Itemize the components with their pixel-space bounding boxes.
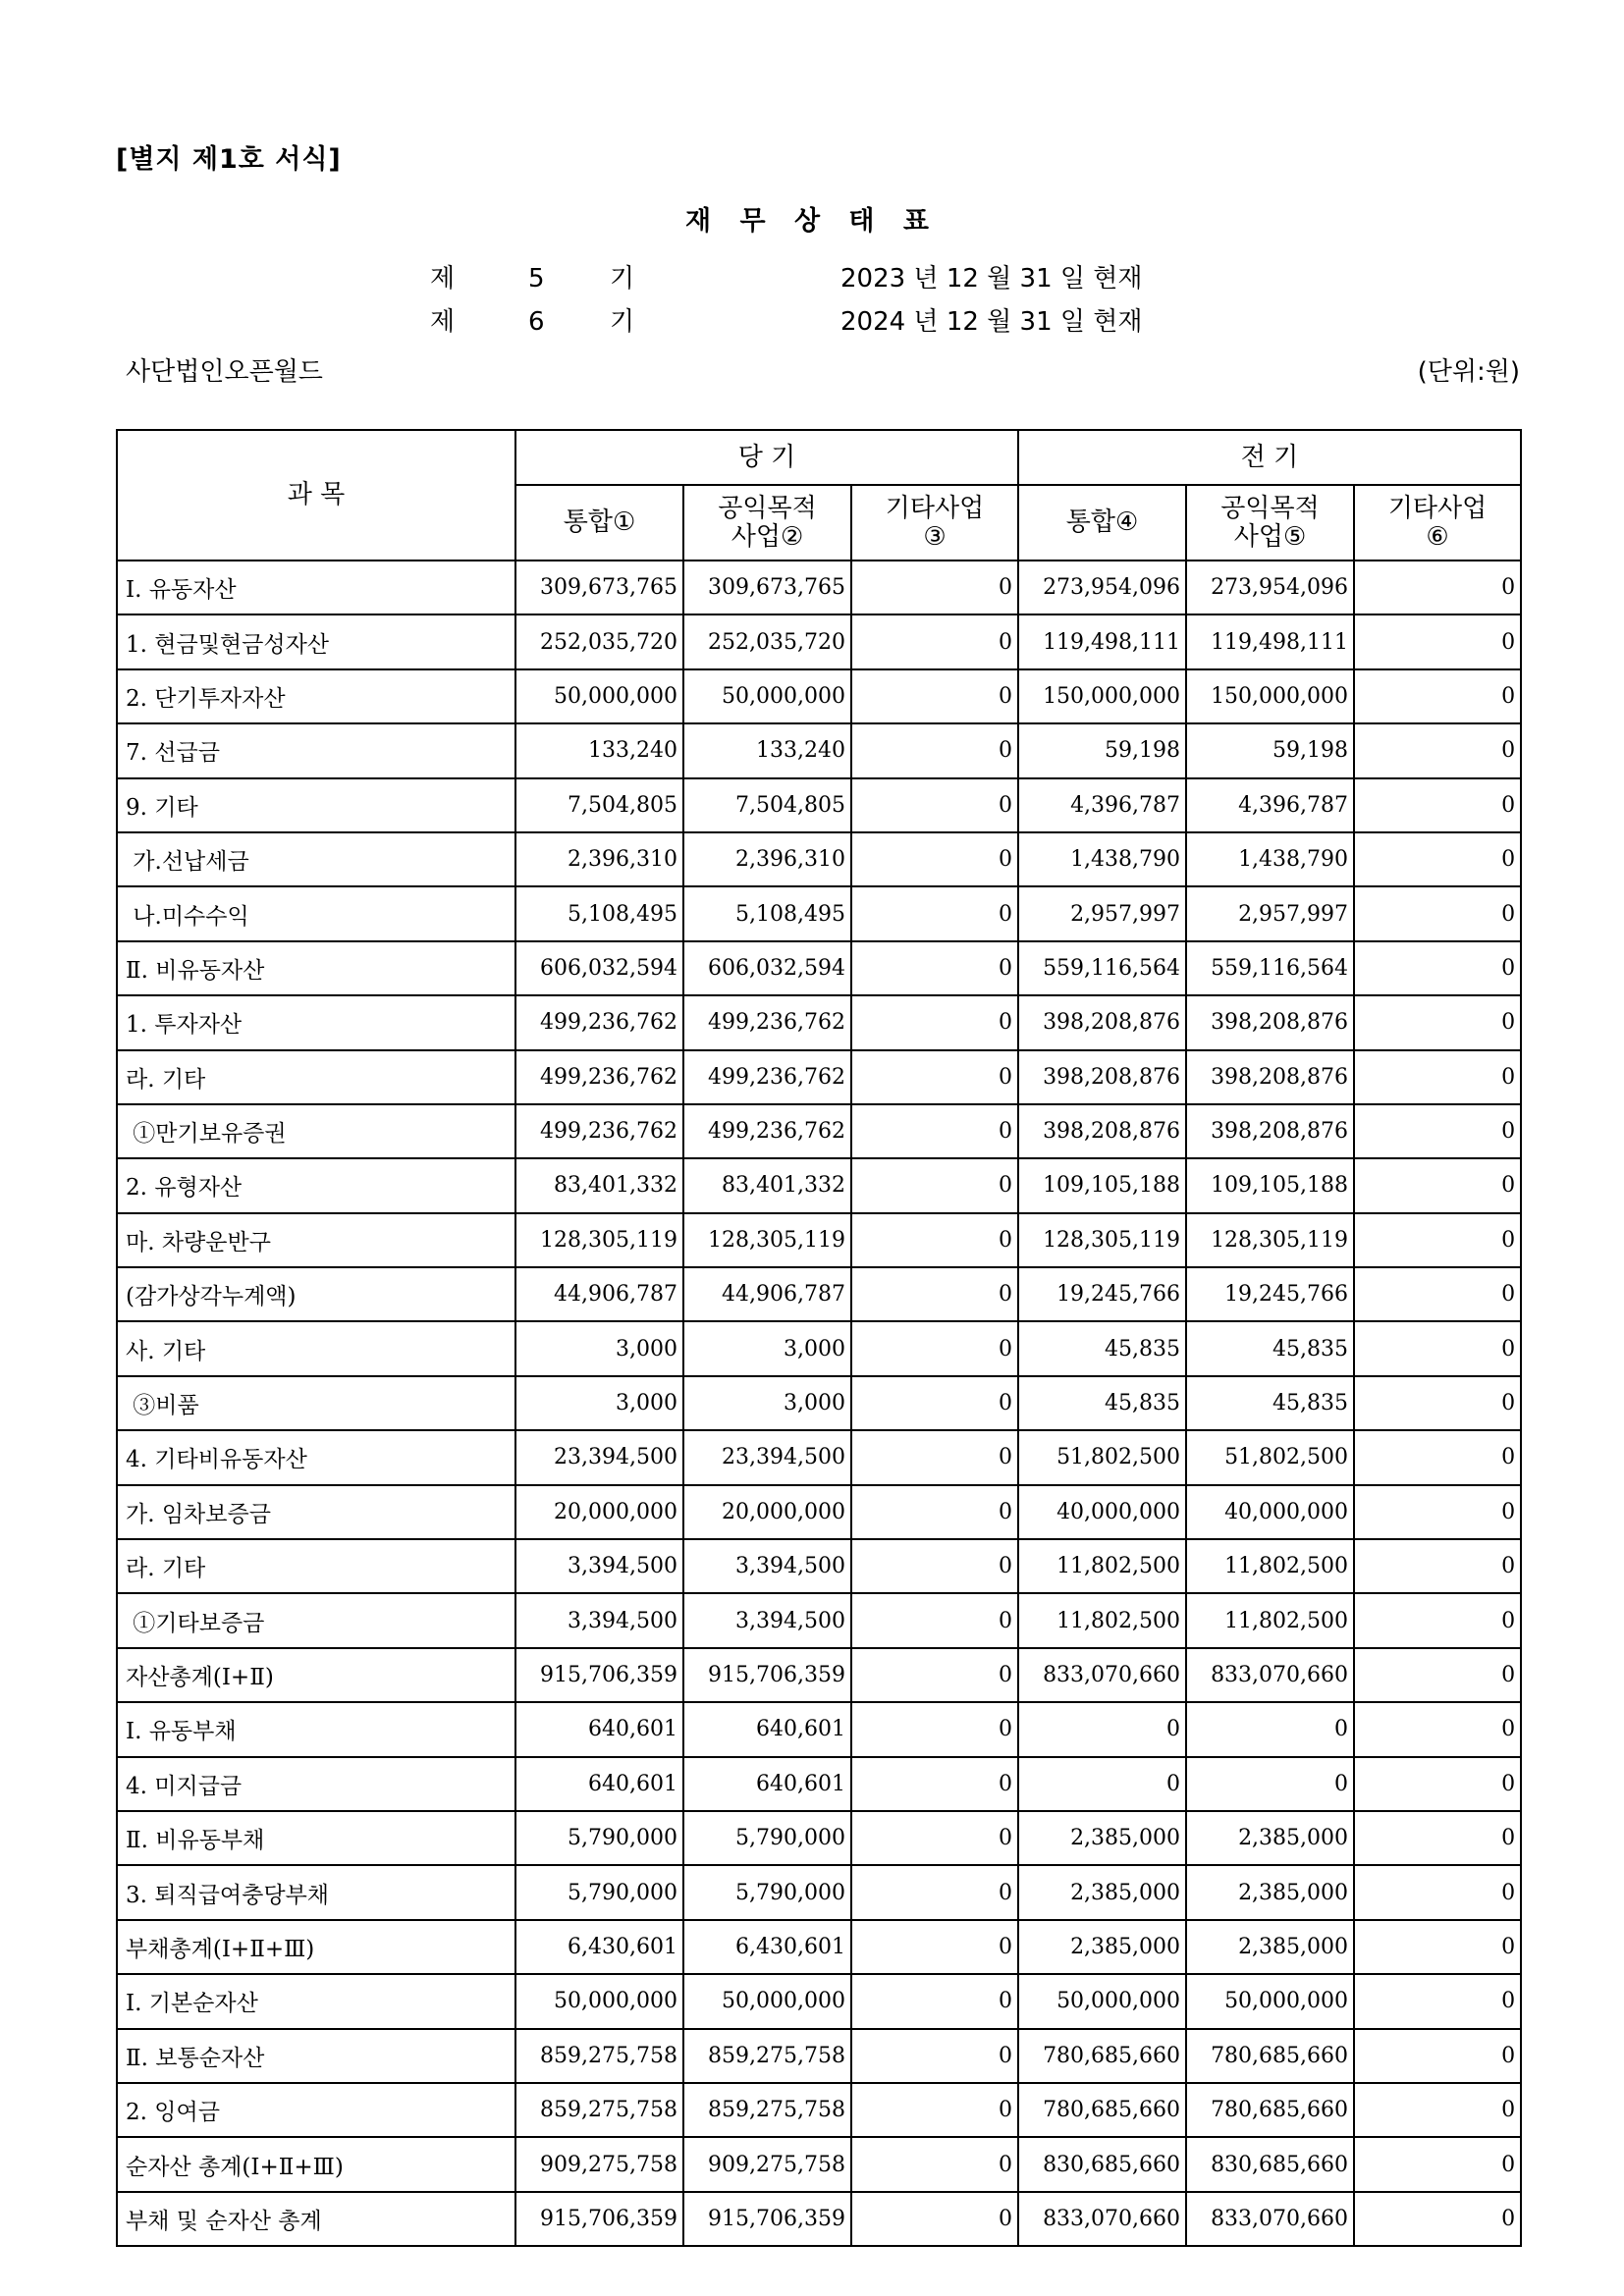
amount-cell: 915,706,359 [683, 2192, 851, 2246]
period-prefix: 제 [430, 307, 456, 337]
amount-cell: 0 [1354, 561, 1521, 614]
amount-cell: 0 [1354, 1702, 1521, 1756]
amount-cell: 499,236,762 [683, 1050, 851, 1104]
balance-sheet-table [116, 429, 1522, 2247]
amount-cell: 830,685,660 [1018, 2137, 1186, 2191]
amount-cell: 45,835 [1018, 1376, 1186, 1430]
row-label: Ⅱ. 비유동자산 [117, 941, 515, 995]
amount-cell: 309,673,765 [515, 561, 683, 614]
amount-cell: 606,032,594 [683, 941, 851, 995]
amount-cell: 0 [851, 832, 1018, 886]
amount-cell: 499,236,762 [515, 1104, 683, 1158]
amount-cell: 3,000 [515, 1321, 683, 1375]
amount-cell: 0 [1354, 1811, 1521, 1865]
amount-cell: 83,401,332 [515, 1158, 683, 1212]
amount-cell: 398,208,876 [1018, 995, 1186, 1049]
amount-cell: 0 [851, 1430, 1018, 1484]
table-row [117, 1757, 1521, 1811]
amount-cell: 859,275,758 [515, 2029, 683, 2083]
table-row [117, 614, 1521, 668]
amount-cell: 833,070,660 [1186, 1648, 1354, 1702]
amount-cell: 11,802,500 [1186, 1593, 1354, 1647]
amount-cell: 11,802,500 [1018, 1593, 1186, 1647]
table-row [117, 1158, 1521, 1212]
table-row [117, 2137, 1521, 2191]
row-label: 나.미수수익 [117, 886, 515, 940]
amount-cell: 59,198 [1018, 723, 1186, 777]
amount-cell: 0 [851, 561, 1018, 614]
amount-cell: 915,706,359 [683, 1648, 851, 1702]
table-row [117, 832, 1521, 886]
amount-cell: 2,385,000 [1186, 1865, 1354, 1919]
amount-cell: 0 [851, 1050, 1018, 1104]
amount-cell: 273,954,096 [1186, 561, 1354, 614]
amount-cell: 606,032,594 [515, 941, 683, 995]
row-label: (감가상각누계액) [117, 1267, 515, 1321]
column-header-line: 사업⑤ [1233, 521, 1307, 552]
amount-cell: 0 [1354, 1648, 1521, 1702]
amount-cell: 2,385,000 [1018, 1920, 1186, 1974]
amount-cell: 833,070,660 [1186, 2192, 1354, 2246]
amount-cell: 0 [1354, 778, 1521, 832]
amount-cell: 0 [851, 723, 1018, 777]
amount-cell: 44,906,787 [515, 1267, 683, 1321]
table-row [117, 561, 1521, 614]
column-header-line: 기타사업 [1387, 493, 1488, 523]
period-suffix: 기 [610, 264, 635, 294]
amount-cell: 0 [851, 778, 1018, 832]
amount-cell: 4,396,787 [1186, 778, 1354, 832]
amount-cell: 1,438,790 [1018, 832, 1186, 886]
row-label: 2. 유형자산 [117, 1158, 515, 1212]
period-date: 2023 년 12 월 31 일 현재 [840, 264, 1143, 294]
amount-cell: 59,198 [1186, 723, 1354, 777]
amount-cell: 0 [851, 1158, 1018, 1212]
table-row [117, 1702, 1521, 1756]
amount-cell: 5,790,000 [515, 1865, 683, 1919]
amount-cell: 0 [851, 995, 1018, 1049]
amount-cell: 252,035,720 [515, 614, 683, 668]
row-label: 1. 투자자산 [117, 995, 515, 1049]
column-header [683, 485, 851, 561]
amount-cell: 119,498,111 [1018, 614, 1186, 668]
amount-cell: 0 [851, 614, 1018, 668]
amount-cell: 0 [1354, 1920, 1521, 1974]
column-header-line: 사업② [731, 521, 804, 552]
table-row [117, 1267, 1521, 1321]
amount-cell: 133,240 [515, 723, 683, 777]
amount-cell: 11,802,500 [1018, 1539, 1186, 1593]
amount-cell: 50,000,000 [515, 1974, 683, 2028]
amount-cell: 0 [1354, 1213, 1521, 1267]
amount-cell: 0 [1354, 1485, 1521, 1539]
amount-cell: 19,245,766 [1186, 1267, 1354, 1321]
amount-cell: 5,790,000 [515, 1811, 683, 1865]
amount-cell: 909,275,758 [515, 2137, 683, 2191]
row-label: 가. 임차보증금 [117, 1485, 515, 1539]
amount-cell: 398,208,876 [1018, 1050, 1186, 1104]
amount-cell: 0 [1354, 832, 1521, 886]
table-row [117, 1920, 1521, 1974]
amount-cell: 3,394,500 [515, 1539, 683, 1593]
amount-cell: 833,070,660 [1018, 2192, 1186, 2246]
amount-cell: 0 [851, 1593, 1018, 1647]
amount-cell: 780,685,660 [1186, 2083, 1354, 2137]
row-label: 4. 기타비유동자산 [117, 1430, 515, 1484]
amount-cell: 0 [1354, 1974, 1521, 2028]
amount-cell: 398,208,876 [1186, 995, 1354, 1049]
amount-cell: 45,835 [1018, 1321, 1186, 1375]
amount-cell: 50,000,000 [683, 1974, 851, 2028]
table-row [117, 1593, 1521, 1647]
period-number: 5 [528, 264, 545, 294]
amount-cell: 50,000,000 [515, 669, 683, 723]
amount-cell: 0 [1018, 1757, 1186, 1811]
amount-cell: 0 [1354, 995, 1521, 1049]
amount-cell: 3,394,500 [683, 1539, 851, 1593]
amount-cell: 50,000,000 [1018, 1974, 1186, 2028]
column-header-line: 기타사업 [885, 493, 985, 523]
table-row [117, 2029, 1521, 2083]
amount-cell: 3,394,500 [515, 1593, 683, 1647]
amount-cell: 128,305,119 [515, 1213, 683, 1267]
amount-cell: 5,790,000 [683, 1865, 851, 1919]
row-label: 가.선납세금 [117, 832, 515, 886]
amount-cell: 3,394,500 [683, 1593, 851, 1647]
amount-cell: 2,385,000 [1018, 1865, 1186, 1919]
form-label: [별지 제1호 서식] [116, 144, 342, 175]
amount-cell: 0 [851, 886, 1018, 940]
table-row [117, 1376, 1521, 1430]
amount-cell: 40,000,000 [1186, 1485, 1354, 1539]
period-number: 6 [528, 307, 545, 337]
table-row [117, 886, 1521, 940]
amount-cell: 0 [851, 2137, 1018, 2191]
amount-cell: 499,236,762 [683, 995, 851, 1049]
amount-cell: 150,000,000 [1186, 669, 1354, 723]
amount-cell: 0 [1354, 2083, 1521, 2137]
amount-cell: 2,396,310 [515, 832, 683, 886]
column-header-line: 통합① [563, 507, 636, 537]
subject-header: 과 목 [117, 430, 515, 561]
amount-cell: 780,685,660 [1186, 2029, 1354, 2083]
row-label: 라. 기타 [117, 1050, 515, 1104]
amount-cell: 0 [1354, 886, 1521, 940]
amount-cell: 11,802,500 [1186, 1539, 1354, 1593]
amount-cell: 2,385,000 [1186, 1920, 1354, 1974]
company-name: 사단법인오픈월드 [126, 357, 323, 387]
amount-cell: 559,116,564 [1018, 941, 1186, 995]
period-prefix: 제 [430, 264, 456, 294]
table-row [117, 1865, 1521, 1919]
table-row [117, 1050, 1521, 1104]
amount-cell: 0 [1186, 1702, 1354, 1756]
amount-cell: 83,401,332 [683, 1158, 851, 1212]
amount-cell: 0 [1354, 1593, 1521, 1647]
amount-cell: 6,430,601 [515, 1920, 683, 1974]
table-row [117, 1430, 1521, 1484]
amount-cell: 0 [1354, 2192, 1521, 2246]
amount-cell: 128,305,119 [683, 1213, 851, 1267]
amount-cell: 0 [851, 1648, 1018, 1702]
amount-cell: 0 [851, 1485, 1018, 1539]
column-header [515, 485, 683, 561]
amount-cell: 45,835 [1186, 1376, 1354, 1430]
amount-cell: 50,000,000 [683, 669, 851, 723]
amount-cell: 273,954,096 [1018, 561, 1186, 614]
amount-cell: 0 [851, 1811, 1018, 1865]
row-label: Ⅱ. 비유동부채 [117, 1811, 515, 1865]
amount-cell: 0 [1354, 1050, 1521, 1104]
amount-cell: 0 [1354, 1158, 1521, 1212]
row-label: 사. 기타 [117, 1321, 515, 1375]
amount-cell: 559,116,564 [1186, 941, 1354, 995]
amount-cell: 499,236,762 [683, 1104, 851, 1158]
period-date: 2024 년 12 월 31 일 현재 [840, 307, 1143, 337]
amount-cell: 0 [1354, 1757, 1521, 1811]
amount-cell: 0 [1354, 1376, 1521, 1430]
amount-cell: 3,000 [683, 1376, 851, 1430]
group-header-current: 당 기 [515, 430, 1018, 485]
amount-cell: 0 [851, 1376, 1018, 1430]
amount-cell: 128,305,119 [1186, 1213, 1354, 1267]
amount-cell: 40,000,000 [1018, 1485, 1186, 1539]
column-header [1354, 485, 1521, 561]
row-label: 자산총계(Ⅰ+Ⅱ) [117, 1648, 515, 1702]
amount-cell: 780,685,660 [1018, 2083, 1186, 2137]
amount-cell: 23,394,500 [515, 1430, 683, 1484]
table-row [117, 1539, 1521, 1593]
amount-cell: 150,000,000 [1018, 669, 1186, 723]
row-label: 4. 미지급금 [117, 1757, 515, 1811]
row-label: Ⅰ. 기본순자산 [117, 1974, 515, 2028]
row-label: 2. 잉여금 [117, 2083, 515, 2137]
amount-cell: 499,236,762 [515, 1050, 683, 1104]
amount-cell: 19,245,766 [1018, 1267, 1186, 1321]
amount-cell: 5,108,495 [515, 886, 683, 940]
column-header [1018, 485, 1186, 561]
amount-cell: 4,396,787 [1018, 778, 1186, 832]
column-header-line: 공익목적 [718, 493, 817, 523]
amount-cell: 5,790,000 [683, 1811, 851, 1865]
group-header-previous: 전 기 [1018, 430, 1521, 485]
amount-cell: 119,498,111 [1186, 614, 1354, 668]
amount-cell: 2,957,997 [1186, 886, 1354, 940]
amount-cell: 833,070,660 [1018, 1648, 1186, 1702]
table-row [117, 1321, 1521, 1375]
amount-cell: 915,706,359 [515, 2192, 683, 2246]
row-label: Ⅰ. 유동자산 [117, 561, 515, 614]
amount-cell: 859,275,758 [683, 2083, 851, 2137]
column-header-line: 통합④ [1065, 507, 1139, 537]
amount-cell: 7,504,805 [683, 778, 851, 832]
table-row [117, 1811, 1521, 1865]
column-header-line: 공익목적 [1220, 493, 1320, 523]
row-label: ①기타보증금 [117, 1593, 515, 1647]
row-label: 순자산 총계(Ⅰ+Ⅱ+Ⅲ) [117, 2137, 515, 2191]
amount-cell: 133,240 [683, 723, 851, 777]
row-label: 7. 선급금 [117, 723, 515, 777]
column-header [851, 485, 1018, 561]
amount-cell: 0 [851, 1213, 1018, 1267]
amount-cell: 0 [1354, 1865, 1521, 1919]
row-label: ③비품 [117, 1376, 515, 1430]
amount-cell: 0 [1354, 669, 1521, 723]
table-row [117, 995, 1521, 1049]
table-row [117, 1213, 1521, 1267]
amount-cell: 0 [1354, 723, 1521, 777]
table-row [117, 2083, 1521, 2137]
column-header [1186, 485, 1354, 561]
amount-cell: 128,305,119 [1018, 1213, 1186, 1267]
amount-cell: 0 [1354, 1539, 1521, 1593]
amount-cell: 50,000,000 [1186, 1974, 1354, 2028]
row-label: 3. 퇴직급여충당부채 [117, 1865, 515, 1919]
column-header-line: ③ [923, 521, 947, 552]
amount-cell: 5,108,495 [683, 886, 851, 940]
table-row [117, 778, 1521, 832]
amount-cell: 3,000 [683, 1321, 851, 1375]
amount-cell: 640,601 [515, 1757, 683, 1811]
amount-cell: 859,275,758 [683, 2029, 851, 2083]
amount-cell: 0 [851, 1539, 1018, 1593]
amount-cell: 6,430,601 [683, 1920, 851, 1974]
amount-cell: 640,601 [683, 1757, 851, 1811]
amount-cell: 0 [1354, 2137, 1521, 2191]
row-label: 1. 현금및현금성자산 [117, 614, 515, 668]
amount-cell: 0 [1354, 1104, 1521, 1158]
amount-cell: 0 [851, 2029, 1018, 2083]
table-row [117, 1974, 1521, 2028]
amount-cell: 0 [1354, 1430, 1521, 1484]
amount-cell: 0 [851, 1321, 1018, 1375]
amount-cell: 0 [851, 1267, 1018, 1321]
amount-cell: 2,385,000 [1186, 1811, 1354, 1865]
document-title: 재 무 상 태 표 [684, 206, 939, 237]
amount-cell: 7,504,805 [515, 778, 683, 832]
amount-cell: 0 [1186, 1757, 1354, 1811]
amount-cell: 0 [1018, 1702, 1186, 1756]
row-label: 라. 기타 [117, 1539, 515, 1593]
amount-cell: 0 [1354, 941, 1521, 995]
row-label: 부채총계(Ⅰ+Ⅱ+Ⅲ) [117, 1920, 515, 1974]
amount-cell: 44,906,787 [683, 1267, 851, 1321]
amount-cell: 780,685,660 [1018, 2029, 1186, 2083]
amount-cell: 3,000 [515, 1376, 683, 1430]
amount-cell: 830,685,660 [1186, 2137, 1354, 2191]
table-row [117, 2192, 1521, 2246]
amount-cell: 0 [851, 1974, 1018, 2028]
table-row [117, 669, 1521, 723]
row-label: 부채 및 순자산 총계 [117, 2192, 515, 2246]
amount-cell: 640,601 [515, 1702, 683, 1756]
row-label: 2. 단기투자자산 [117, 669, 515, 723]
amount-cell: 51,802,500 [1018, 1430, 1186, 1484]
amount-cell: 499,236,762 [515, 995, 683, 1049]
amount-cell: 915,706,359 [515, 1648, 683, 1702]
amount-cell: 0 [851, 941, 1018, 995]
amount-cell: 20,000,000 [683, 1485, 851, 1539]
row-label: ①만기보유증권 [117, 1104, 515, 1158]
table-row [117, 1485, 1521, 1539]
amount-cell: 909,275,758 [683, 2137, 851, 2191]
amount-cell: 2,396,310 [683, 832, 851, 886]
amount-cell: 0 [851, 2192, 1018, 2246]
amount-cell: 109,105,188 [1186, 1158, 1354, 1212]
amount-cell: 0 [851, 2083, 1018, 2137]
amount-cell: 252,035,720 [683, 614, 851, 668]
amount-cell: 2,385,000 [1018, 1811, 1186, 1865]
amount-cell: 1,438,790 [1186, 832, 1354, 886]
amount-cell: 859,275,758 [515, 2083, 683, 2137]
amount-cell: 0 [851, 1920, 1018, 1974]
amount-cell: 398,208,876 [1186, 1104, 1354, 1158]
amount-cell: 309,673,765 [683, 561, 851, 614]
row-label: 마. 차량운반구 [117, 1213, 515, 1267]
row-label: Ⅰ. 유동부채 [117, 1702, 515, 1756]
row-label: 9. 기타 [117, 778, 515, 832]
amount-cell: 0 [1354, 1267, 1521, 1321]
amount-cell: 51,802,500 [1186, 1430, 1354, 1484]
period-suffix: 기 [610, 307, 635, 337]
table-row [117, 1648, 1521, 1702]
amount-cell: 23,394,500 [683, 1430, 851, 1484]
amount-cell: 398,208,876 [1018, 1104, 1186, 1158]
unit-label: (단위:원) [1417, 357, 1520, 387]
column-header-line: ⑥ [1426, 521, 1449, 552]
amount-cell: 20,000,000 [515, 1485, 683, 1539]
row-label: Ⅱ. 보통순자산 [117, 2029, 515, 2083]
amount-cell: 0 [851, 1865, 1018, 1919]
table-row [117, 1104, 1521, 1158]
amount-cell: 0 [851, 669, 1018, 723]
amount-cell: 109,105,188 [1018, 1158, 1186, 1212]
amount-cell: 2,957,997 [1018, 886, 1186, 940]
amount-cell: 0 [1354, 614, 1521, 668]
amount-cell: 0 [851, 1702, 1018, 1756]
table-row [117, 723, 1521, 777]
amount-cell: 0 [851, 1757, 1018, 1811]
amount-cell: 0 [851, 1104, 1018, 1158]
amount-cell: 45,835 [1186, 1321, 1354, 1375]
amount-cell: 640,601 [683, 1702, 851, 1756]
table-row [117, 941, 1521, 995]
amount-cell: 398,208,876 [1186, 1050, 1354, 1104]
amount-cell: 0 [1354, 2029, 1521, 2083]
amount-cell: 0 [1354, 1321, 1521, 1375]
